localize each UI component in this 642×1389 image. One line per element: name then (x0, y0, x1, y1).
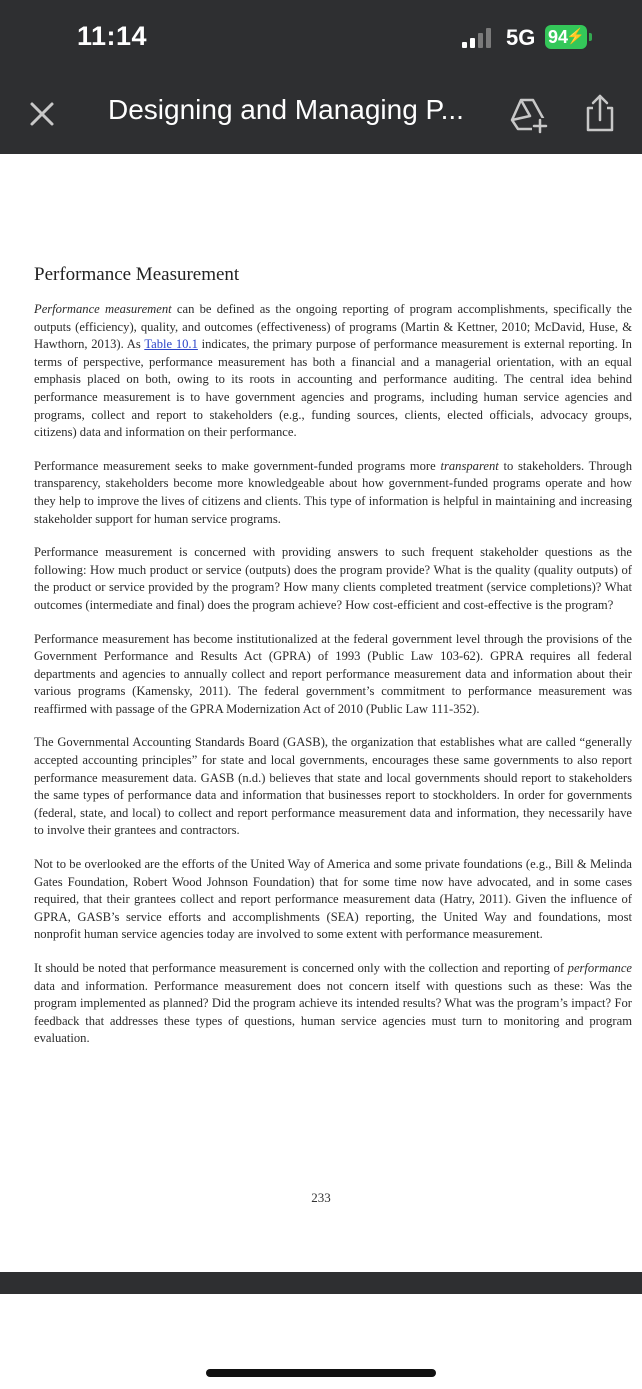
battery-nub (589, 33, 592, 41)
paragraph-5: The Governmental Accounting Standards Board (GASB), the organization that establishes what are called “generally accepted accounting principles” for state and local governments, encourages these same governments to also report performance measurement data. GASB (n.d.) believes that state and local governments should report to stakeholders the same types of performance data and information that businesses report to stockholders. In order for governments (federal, state, and local) to collect and report performance measurement data and information, they necessarily have to involve their grantees and contractors. (34, 735, 632, 838)
term-performance-measurement: Performance measurement (34, 302, 172, 316)
bottom-toolbar-band (0, 1272, 642, 1294)
app-bar (0, 72, 642, 154)
status-bar (0, 0, 642, 72)
term-transparent: transparent (440, 458, 499, 473)
paragraph-6: Not to be overlooked are the efforts of the United Way of America and some private foundations (e.g., Bill & Melinda Gates Foundation, Robert Wood Johnson Foundation) that for some time now have advocated, and in some cases required, that their grantees collect and report performance measurement data (Hatry, 2011). Given the influence of GPRA, GASB’s service efforts and accomplishments (SEA) reporting, the United Way and foundations, most nonprofit human service agencies today are involved to some extent with performance measurement. (34, 857, 632, 942)
battery-indicator (545, 25, 587, 49)
paragraph-1: Performance measurement can be defined as the ongoing reporting of program accomplishments, specifically the outputs (efficiency), quality, and outcomes (effectiveness) of programs (Martin & Kettner, 2010; McDavid, Huse, & Hawthorn, 2013). As Table 10.1 indicates, the primary purpose of performance measurement is external reporting. In terms of perspective, performance measurement has both a financial and a managerial orientation, with an equal emphasis placed on both, owing to its roots in accounting and performance auditing. The central idea behind performance measurement is to have government agencies and programs, including human service agencies and programs, collect and report to stakeholders (e.g., funding sources, clients, elected officials, advocacy groups, citizens) data and information on their performance. (34, 302, 632, 440)
close-button[interactable] (22, 94, 62, 134)
document-page (0, 154, 642, 1272)
battery-level: 94 (548, 27, 569, 47)
share-icon (578, 90, 622, 138)
home-indicator[interactable] (206, 1369, 436, 1377)
page-number: 233 (311, 1190, 331, 1205)
paragraph-3: Performance measurement is concerned with providing answers to such frequent stakeholder questions as the following: How much product or service (outputs) does the program provide? What is the quality (quality outputs) of the product or service provided by the program? How many clients completed treatment (service completions)? What outcomes (intermediate and final) does the program achieve? How cost-efficient and cost-effective is the program? (34, 545, 632, 612)
add-to-drive-icon (506, 92, 550, 136)
close-icon (22, 94, 62, 134)
cellular-signal-icon (462, 28, 496, 48)
document-body (34, 301, 632, 1064)
charging-bolt-icon: ⚡ (566, 28, 585, 45)
status-time: 11:14 (77, 21, 148, 51)
network-type: 5G (506, 25, 536, 50)
add-to-drive-button[interactable] (506, 92, 550, 136)
document-title: Designing and Managing P... (108, 94, 464, 125)
paragraph-7: It should be noted that performance measurement is concerned only with the collection and reporting of performance data and information. Performance measurement does not concern itself with questions such as these: Was the program implemented as planned? Did the program achieve its intended results? What was the program’s impact? For feedback that addresses these types of questions, human service agencies must turn to monitoring and program evaluation. (34, 961, 632, 1046)
term-performance: performance (567, 961, 632, 975)
paragraph-2: Performance measurement seeks to make government-funded programs more transparent to stakeholders. Through transparency, stakeholders become more knowledgeable about how government-funded programs operate and how they help to improve the lives of citizens and clients. This type of information is helpful in maintaining and increasing stakeholder support for human service programs. (34, 458, 633, 526)
section-heading: Performance Measurement (34, 264, 240, 285)
table-10-1-link[interactable]: Table 10.1 (144, 337, 198, 352)
share-button[interactable] (578, 90, 622, 138)
paragraph-4: Performance measurement has become institutionalized at the federal government level through the provisions of the Government Performance and Results Act (GPRA) of 1993 (Public Law 103-62). GPRA requires all federal departments and agencies to annually collect and report performance measurement data and information about their various programs (Kamensky, 2011). The federal government’s commitment to performance measurement was reaffirmed with passage of the GPRA Modernization Act of 2010 (Public Law 111-352). (34, 631, 632, 716)
